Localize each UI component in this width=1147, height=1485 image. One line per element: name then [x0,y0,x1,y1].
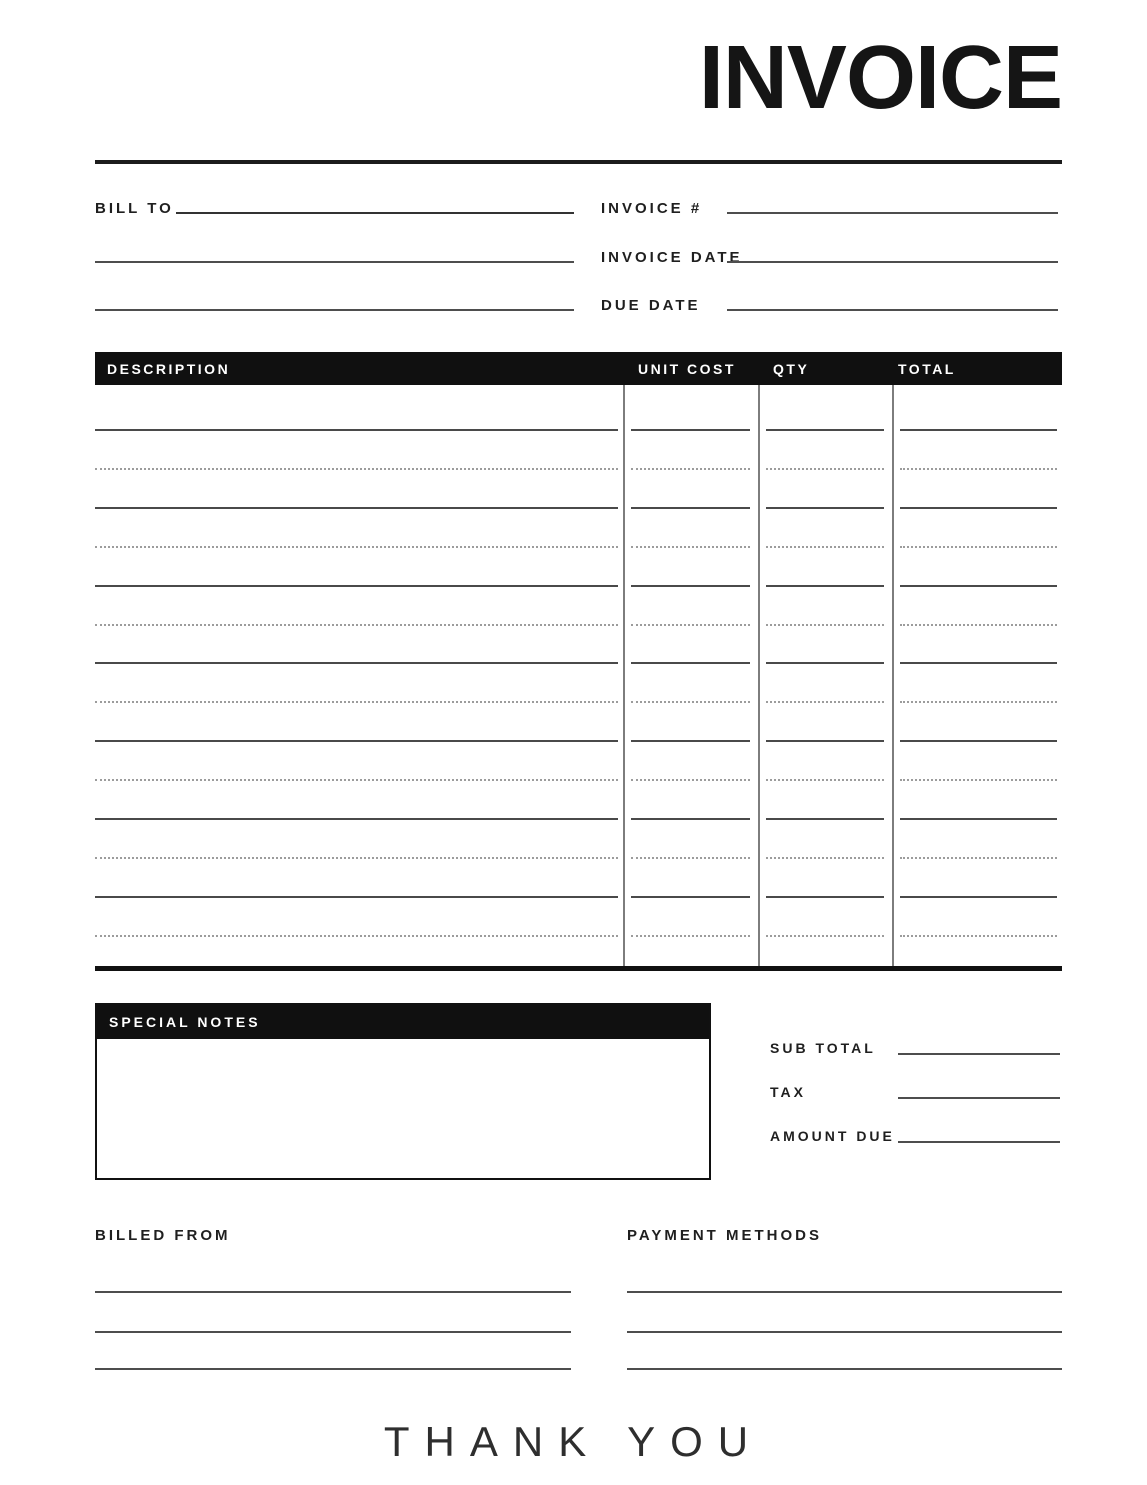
billed-from-line-3[interactable] [95,1368,571,1370]
column-divider-1 [623,385,625,966]
item-row-line [900,740,1057,742]
items-table-bottom-border [95,966,1062,971]
item-row-line [95,429,618,431]
item-row-line [900,818,1057,820]
items-table-body [95,385,1062,966]
special-notes-header [97,1005,709,1039]
item-row-line [631,546,750,548]
page-title: INVOICE [698,28,1062,128]
item-row-line [631,585,750,587]
item-row-line [900,857,1057,859]
column-header-description: DESCRIPTION [107,360,231,377]
item-row-line [900,624,1057,626]
invoice-number-line[interactable] [727,212,1058,214]
item-row-line [95,662,618,664]
payment-methods-label: PAYMENT METHODS [627,1227,823,1244]
item-row-line [766,701,884,703]
item-row-line [95,935,618,937]
item-row-line [631,896,750,898]
item-row-line [900,701,1057,703]
item-row-line [766,740,884,742]
item-row-line [631,624,750,626]
item-row-line [631,740,750,742]
special-notes-area[interactable] [97,1039,709,1180]
item-row-line [95,624,618,626]
item-row-line [900,429,1057,431]
item-row-line [900,546,1057,548]
item-row-line [900,779,1057,781]
special-notes-box [95,1003,711,1180]
item-row-line [631,662,750,664]
item-row-line [766,779,884,781]
item-row-line [95,857,618,859]
thank-you-text: THANK YOU [383,1418,764,1465]
item-row-line [95,507,618,509]
item-row-line [95,818,618,820]
item-row-line [631,507,750,509]
item-row-line [631,818,750,820]
billed-from-line-1[interactable] [95,1291,571,1293]
item-row-line [766,935,884,937]
bill-to-line-2[interactable] [95,261,574,263]
bill-to-label: BILL TO [95,200,174,217]
column-header-unit-cost: UNIT COST [638,360,736,377]
unit-cost-column[interactable] [631,385,750,966]
qty-column[interactable] [766,385,884,966]
billed-from-label: BILLED FROM [95,1227,231,1244]
tax-label: TAX [770,1084,806,1100]
due-date-line[interactable] [727,309,1058,311]
item-row-line [766,429,884,431]
due-date-label: DUE DATE [601,297,701,314]
item-row-line [95,546,618,548]
bill-to-line-1[interactable] [176,212,574,214]
item-row-line [900,468,1057,470]
column-divider-3 [892,385,894,966]
sub-total-line[interactable] [898,1053,1060,1055]
item-row-line [95,701,618,703]
item-row-line [631,935,750,937]
item-row-line [95,585,618,587]
amount-due-label: AMOUNT DUE [770,1128,895,1144]
payment-methods-line-3[interactable] [627,1368,1062,1370]
item-row-line [631,701,750,703]
item-row-line [631,779,750,781]
invoice-number-label: INVOICE # [601,200,703,217]
item-row-line [631,429,750,431]
column-header-total: TOTAL [898,360,956,377]
column-header-qty: QTY [773,360,810,377]
item-row-line [95,468,618,470]
column-divider-2 [758,385,760,966]
bill-to-line-3[interactable] [95,309,574,311]
tax-line[interactable] [898,1097,1060,1099]
total-column[interactable] [900,385,1057,966]
item-row-line [900,585,1057,587]
items-table-header [95,352,1062,385]
payment-methods-line-1[interactable] [627,1291,1062,1293]
item-row-line [766,468,884,470]
amount-due-line[interactable] [898,1141,1060,1143]
item-row-line [900,935,1057,937]
payment-methods-line-2[interactable] [627,1331,1062,1333]
item-row-line [95,740,618,742]
item-row-line [900,896,1057,898]
invoice-date-label: INVOICE DATE [601,249,743,266]
item-row-line [95,779,618,781]
item-row-line [766,662,884,664]
invoice-date-line[interactable] [727,261,1058,263]
item-row-line [95,896,618,898]
item-row-line [766,818,884,820]
item-row-line [766,585,884,587]
item-row-line [766,507,884,509]
item-row-line [766,624,884,626]
billed-from-line-2[interactable] [95,1331,571,1333]
sub-total-label: SUB TOTAL [770,1040,876,1056]
item-row-line [631,857,750,859]
description-column[interactable] [95,385,618,966]
special-notes-label: SPECIAL NOTES [109,1014,261,1030]
header-divider [95,160,1062,164]
item-row-line [766,896,884,898]
item-row-line [900,662,1057,664]
item-row-line [766,857,884,859]
item-row-line [900,507,1057,509]
item-row-line [631,468,750,470]
item-row-line [766,546,884,548]
